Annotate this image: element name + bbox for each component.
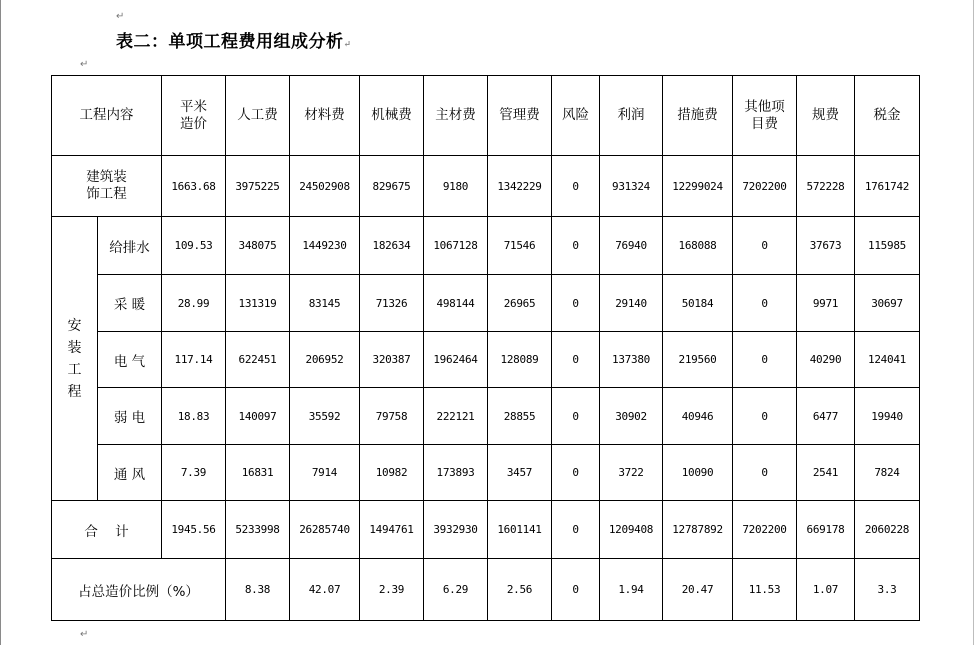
value-cell: 3.3 <box>855 559 920 621</box>
value-cell: 0 <box>552 445 600 501</box>
value-cell: 12299024 <box>663 156 733 217</box>
row-label-cell: 电 气 <box>98 332 162 388</box>
value-cell: 1494761 <box>360 501 424 559</box>
value-cell: 8.38 <box>226 559 290 621</box>
page-left-edge <box>0 0 1 645</box>
value-cell: 30902 <box>600 388 663 445</box>
header-cell: 工程内容 <box>52 76 162 156</box>
value-cell: 3975225 <box>226 156 290 217</box>
header-cell: 平米 造价 <box>162 76 226 156</box>
value-cell: 1.07 <box>797 559 855 621</box>
value-cell: 1761742 <box>855 156 920 217</box>
value-cell: 16831 <box>226 445 290 501</box>
value-cell: 35592 <box>290 388 360 445</box>
table-row <box>52 217 920 275</box>
value-cell: 7.39 <box>162 445 226 501</box>
value-cell: 115985 <box>855 217 920 275</box>
value-cell: 182634 <box>360 217 424 275</box>
value-cell: 0 <box>552 275 600 332</box>
table-row <box>52 388 920 445</box>
value-cell: 622451 <box>226 332 290 388</box>
header-cell: 人工费 <box>226 76 290 156</box>
value-cell: 124041 <box>855 332 920 388</box>
table-row <box>52 332 920 388</box>
header-cell: 材料费 <box>290 76 360 156</box>
value-cell: 1962464 <box>424 332 488 388</box>
row-label-cell: 通 风 <box>98 445 162 501</box>
paragraph-mark: ↵ <box>80 629 89 640</box>
table-row <box>52 501 920 559</box>
value-cell: 0 <box>733 332 797 388</box>
value-cell: 42.07 <box>290 559 360 621</box>
header-cell: 管理费 <box>488 76 552 156</box>
value-cell: 5233998 <box>226 501 290 559</box>
value-cell: 40290 <box>797 332 855 388</box>
value-cell: 206952 <box>290 332 360 388</box>
value-cell: 320387 <box>360 332 424 388</box>
value-cell: 7824 <box>855 445 920 501</box>
row-label-cell: 建筑装 饰工程 <box>52 156 162 217</box>
value-cell: 0 <box>733 275 797 332</box>
value-cell: 2541 <box>797 445 855 501</box>
value-cell: 18.83 <box>162 388 226 445</box>
value-cell: 1449230 <box>290 217 360 275</box>
value-cell: 83145 <box>290 275 360 332</box>
ratio-label-cell: 占总造价比例（%） <box>52 559 226 621</box>
value-cell: 10982 <box>360 445 424 501</box>
value-cell: 71326 <box>360 275 424 332</box>
row-label-cell: 弱 电 <box>98 388 162 445</box>
table-row <box>52 76 920 156</box>
value-cell: 2.56 <box>488 559 552 621</box>
value-cell: 0 <box>552 217 600 275</box>
value-cell: 6477 <box>797 388 855 445</box>
value-cell: 30697 <box>855 275 920 332</box>
value-cell: 222121 <box>424 388 488 445</box>
value-cell: 131319 <box>226 275 290 332</box>
value-cell: 40946 <box>663 388 733 445</box>
value-cell: 79758 <box>360 388 424 445</box>
value-cell: 1945.56 <box>162 501 226 559</box>
value-cell: 1209408 <box>600 501 663 559</box>
value-cell: 19940 <box>855 388 920 445</box>
value-cell: 173893 <box>424 445 488 501</box>
header-cell: 利润 <box>600 76 663 156</box>
value-cell: 1601141 <box>488 501 552 559</box>
value-cell: 669178 <box>797 501 855 559</box>
row-label-cell: 采 暖 <box>98 275 162 332</box>
value-cell: 572228 <box>797 156 855 217</box>
value-cell: 20.47 <box>663 559 733 621</box>
total-label-cell: 合 计 <box>52 501 162 559</box>
value-cell: 2060228 <box>855 501 920 559</box>
value-cell: 829675 <box>360 156 424 217</box>
value-cell: 1342229 <box>488 156 552 217</box>
value-cell: 6.29 <box>424 559 488 621</box>
value-cell: 37673 <box>797 217 855 275</box>
value-cell: 219560 <box>663 332 733 388</box>
value-cell: 109.53 <box>162 217 226 275</box>
value-cell: 0 <box>552 388 600 445</box>
table-row <box>52 559 920 621</box>
table-row <box>52 445 920 501</box>
value-cell: 140097 <box>226 388 290 445</box>
header-cell: 规费 <box>797 76 855 156</box>
header-cell: 风险 <box>552 76 600 156</box>
value-cell: 7914 <box>290 445 360 501</box>
value-cell: 348075 <box>226 217 290 275</box>
value-cell: 498144 <box>424 275 488 332</box>
value-cell: 168088 <box>663 217 733 275</box>
value-cell: 9971 <box>797 275 855 332</box>
row-label-cell: 给排水 <box>98 217 162 275</box>
value-cell: 0 <box>552 559 600 621</box>
paragraph-mark: ↵ <box>80 59 89 70</box>
value-cell: 28855 <box>488 388 552 445</box>
value-cell: 26285740 <box>290 501 360 559</box>
value-cell: 9180 <box>424 156 488 217</box>
cost-analysis-table <box>51 75 920 621</box>
value-cell: 28.99 <box>162 275 226 332</box>
value-cell: 0 <box>552 501 600 559</box>
value-cell: 12787892 <box>663 501 733 559</box>
value-cell: 1067128 <box>424 217 488 275</box>
value-cell: 3722 <box>600 445 663 501</box>
value-cell: 0 <box>733 388 797 445</box>
value-cell: 11.53 <box>733 559 797 621</box>
value-cell: 2.39 <box>360 559 424 621</box>
header-cell: 税金 <box>855 76 920 156</box>
value-cell: 128089 <box>488 332 552 388</box>
value-cell: 76940 <box>600 217 663 275</box>
table-title: 表二：单项工程费用组成分析↵ <box>116 32 352 52</box>
value-cell: 50184 <box>663 275 733 332</box>
value-cell: 26965 <box>488 275 552 332</box>
value-cell: 117.14 <box>162 332 226 388</box>
value-cell: 71546 <box>488 217 552 275</box>
value-cell: 0 <box>552 332 600 388</box>
value-cell: 137380 <box>600 332 663 388</box>
value-cell: 1663.68 <box>162 156 226 217</box>
value-cell: 7202200 <box>733 501 797 559</box>
table-row <box>52 156 920 217</box>
value-cell: 1.94 <box>600 559 663 621</box>
table-row <box>52 275 920 332</box>
group-label-cell: 安 装 工 程 <box>52 217 98 501</box>
value-cell: 0 <box>733 217 797 275</box>
value-cell: 3457 <box>488 445 552 501</box>
value-cell: 7202200 <box>733 156 797 217</box>
value-cell: 24502908 <box>290 156 360 217</box>
value-cell: 3932930 <box>424 501 488 559</box>
value-cell: 29140 <box>600 275 663 332</box>
value-cell: 0 <box>552 156 600 217</box>
header-cell: 机械费 <box>360 76 424 156</box>
header-cell: 主材费 <box>424 76 488 156</box>
header-cell: 其他项 目费 <box>733 76 797 156</box>
value-cell: 10090 <box>663 445 733 501</box>
value-cell: 0 <box>733 445 797 501</box>
paragraph-mark: ↵ <box>116 11 125 22</box>
value-cell: 931324 <box>600 156 663 217</box>
header-cell: 措施费 <box>663 76 733 156</box>
